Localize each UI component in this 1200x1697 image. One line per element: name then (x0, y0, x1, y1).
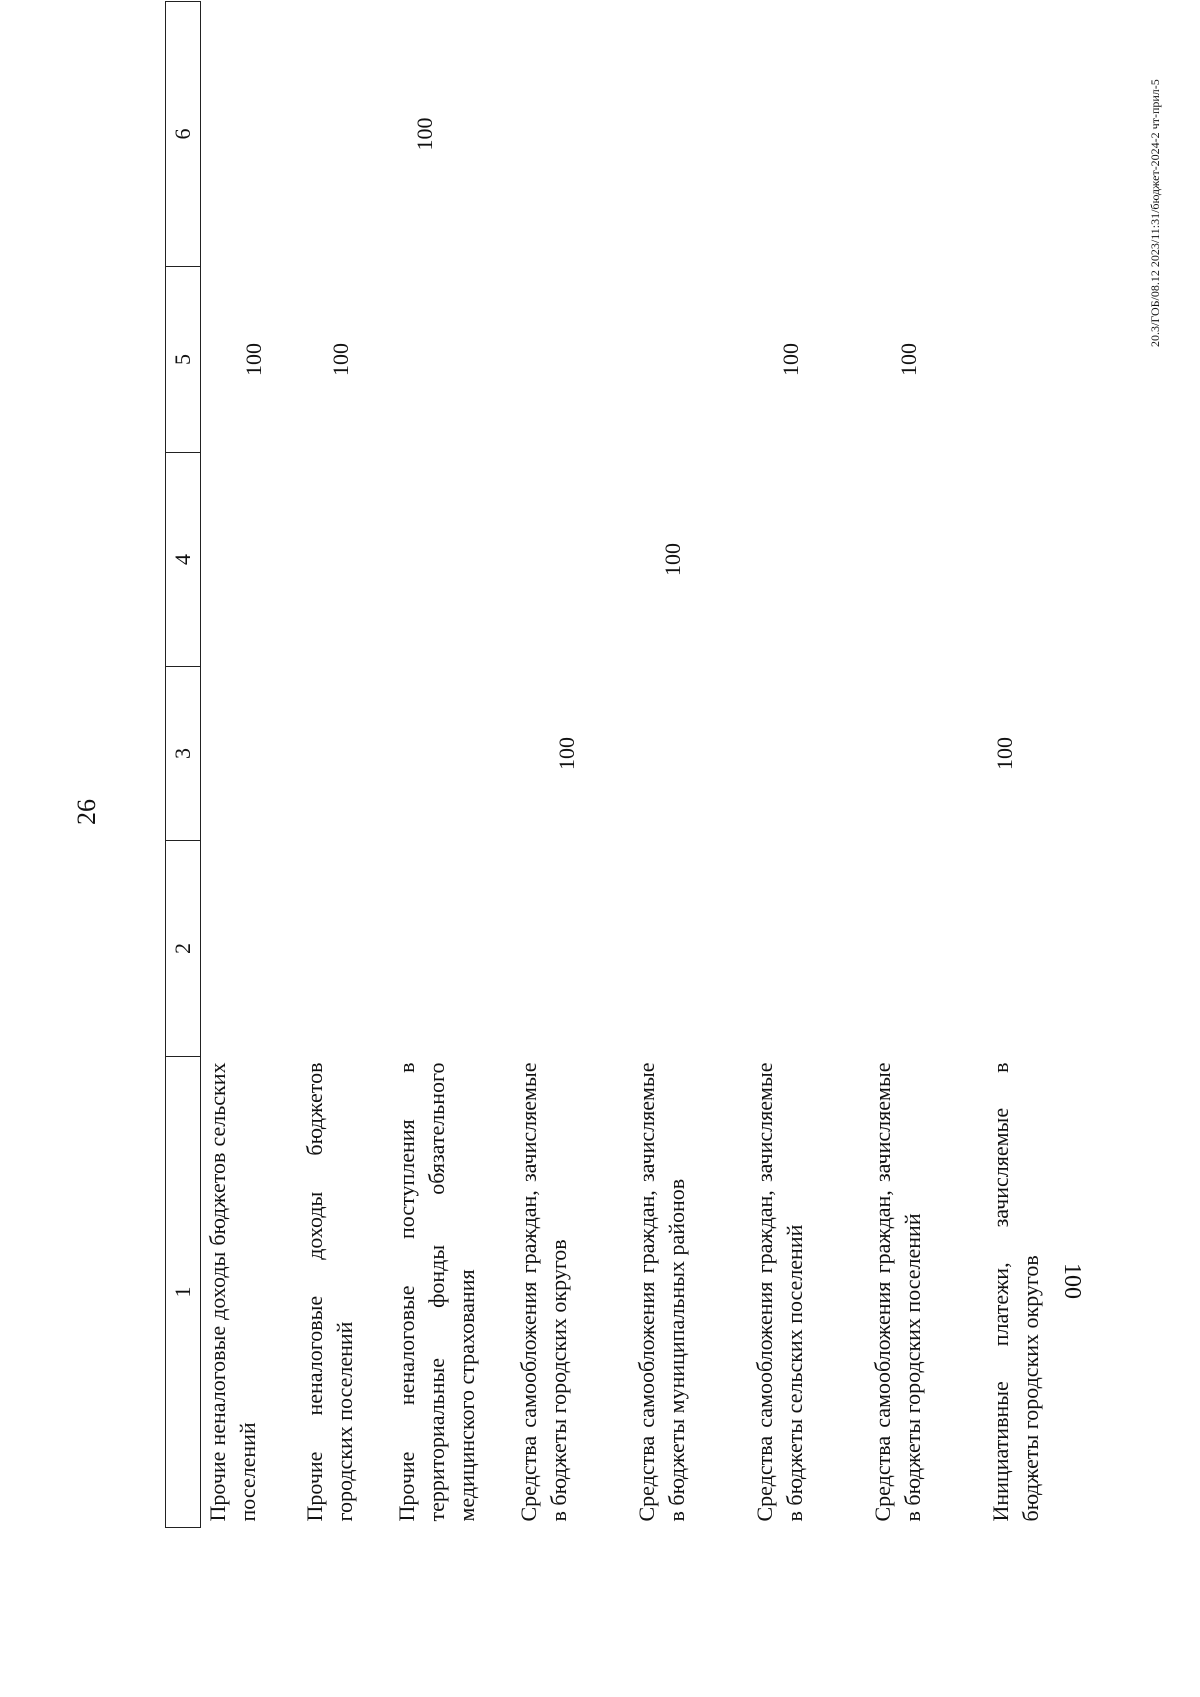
footer-document-code: 20.3/ГОБ/08.12 2023/11:31/бюджет-2024-2 чт-прил-5 (1148, 79, 1162, 347)
row-value-col5: 100 (241, 343, 266, 376)
row-value-col2 (298, 841, 390, 1057)
row-value-col5: 100 (777, 343, 803, 376)
row-name: Средства самообложения граждан, зачисляемые в бюджеты сельских поселений (751, 1062, 807, 1522)
row-value-col4 (748, 453, 866, 667)
column-header-5: 5 (166, 267, 201, 453)
column-header-6: 6 (166, 2, 201, 267)
row-value-col6 (201, 2, 298, 267)
column-header-3: 3 (166, 667, 201, 841)
row-value-col4 (390, 453, 512, 667)
row-value-col6 (866, 2, 984, 267)
row-value-col3: 100 (553, 737, 579, 770)
row-value-col4 (512, 453, 630, 667)
bottom-page-number: 100 (1059, 1263, 1085, 1299)
row-value-col5 (630, 267, 748, 453)
row-value-col4 (298, 453, 390, 667)
row-value-col4 (866, 453, 984, 667)
table-row (390, 2, 512, 1528)
row-value-col4 (201, 453, 298, 667)
row-name: Инициативные платежи, зачисляемые в бюджеты городских округов (987, 1062, 1043, 1522)
page-number: 26 (72, 799, 101, 825)
row-value-col3 (390, 667, 512, 841)
column-header-1: 1 (166, 1057, 201, 1528)
row-value-col5: 100 (327, 343, 353, 376)
row-value-col2 (512, 841, 630, 1057)
row-name: Прочие неналоговые доходы бюджетов городских поселений (301, 1062, 357, 1522)
row-value-col2 (630, 841, 748, 1057)
row-name: Средства самообложения граждан, зачисляемые в бюджеты городских поселений (869, 1062, 925, 1522)
table-row (298, 2, 390, 1528)
row-value-col2 (390, 841, 512, 1057)
row-value-col4 (984, 453, 1074, 667)
table-row (201, 2, 298, 1528)
row-name: Средства самообложения граждан, зачисляемые в бюджеты муниципальных районов (633, 1062, 689, 1522)
row-value-col2 (201, 841, 298, 1057)
table-row (748, 2, 866, 1528)
row-value-col2 (748, 841, 866, 1057)
column-header-4: 4 (166, 453, 201, 667)
income-distribution-table (165, 1, 1074, 1528)
row-value-col5 (984, 267, 1074, 453)
table-header-row (166, 2, 201, 1528)
row-value-col5: 100 (895, 343, 921, 376)
table-row (866, 2, 984, 1528)
row-value-col3: 100 (991, 737, 1017, 770)
row-value-col6 (748, 2, 866, 267)
row-value-col3 (630, 667, 748, 841)
row-value-col6: 100 (411, 117, 437, 151)
row-value-col3 (866, 667, 984, 841)
row-name: Прочие неналоговые доходы бюджетов сельских поселений (205, 1062, 260, 1522)
row-value-col2 (984, 841, 1074, 1057)
row-value-col5 (512, 267, 630, 453)
row-value-col3 (298, 667, 390, 841)
row-value-col6 (984, 2, 1074, 267)
row-value-col6 (512, 2, 630, 267)
row-value-col4: 100 (659, 543, 685, 576)
row-value-col2 (866, 841, 984, 1057)
row-value-col6 (630, 2, 748, 267)
row-value-col5 (390, 267, 512, 453)
table-row (512, 2, 630, 1528)
row-name: Средства самообложения граждан, зачисляемые в бюджеты городских округов (515, 1062, 571, 1522)
table-row (630, 2, 748, 1528)
row-value-col3 (201, 667, 298, 841)
row-name: Прочие неналоговые поступления в территориальные фонды обязательного медицинского страхования (393, 1062, 479, 1522)
column-header-2: 2 (166, 841, 201, 1057)
row-value-col3 (748, 667, 866, 841)
row-value-col6 (298, 2, 390, 267)
